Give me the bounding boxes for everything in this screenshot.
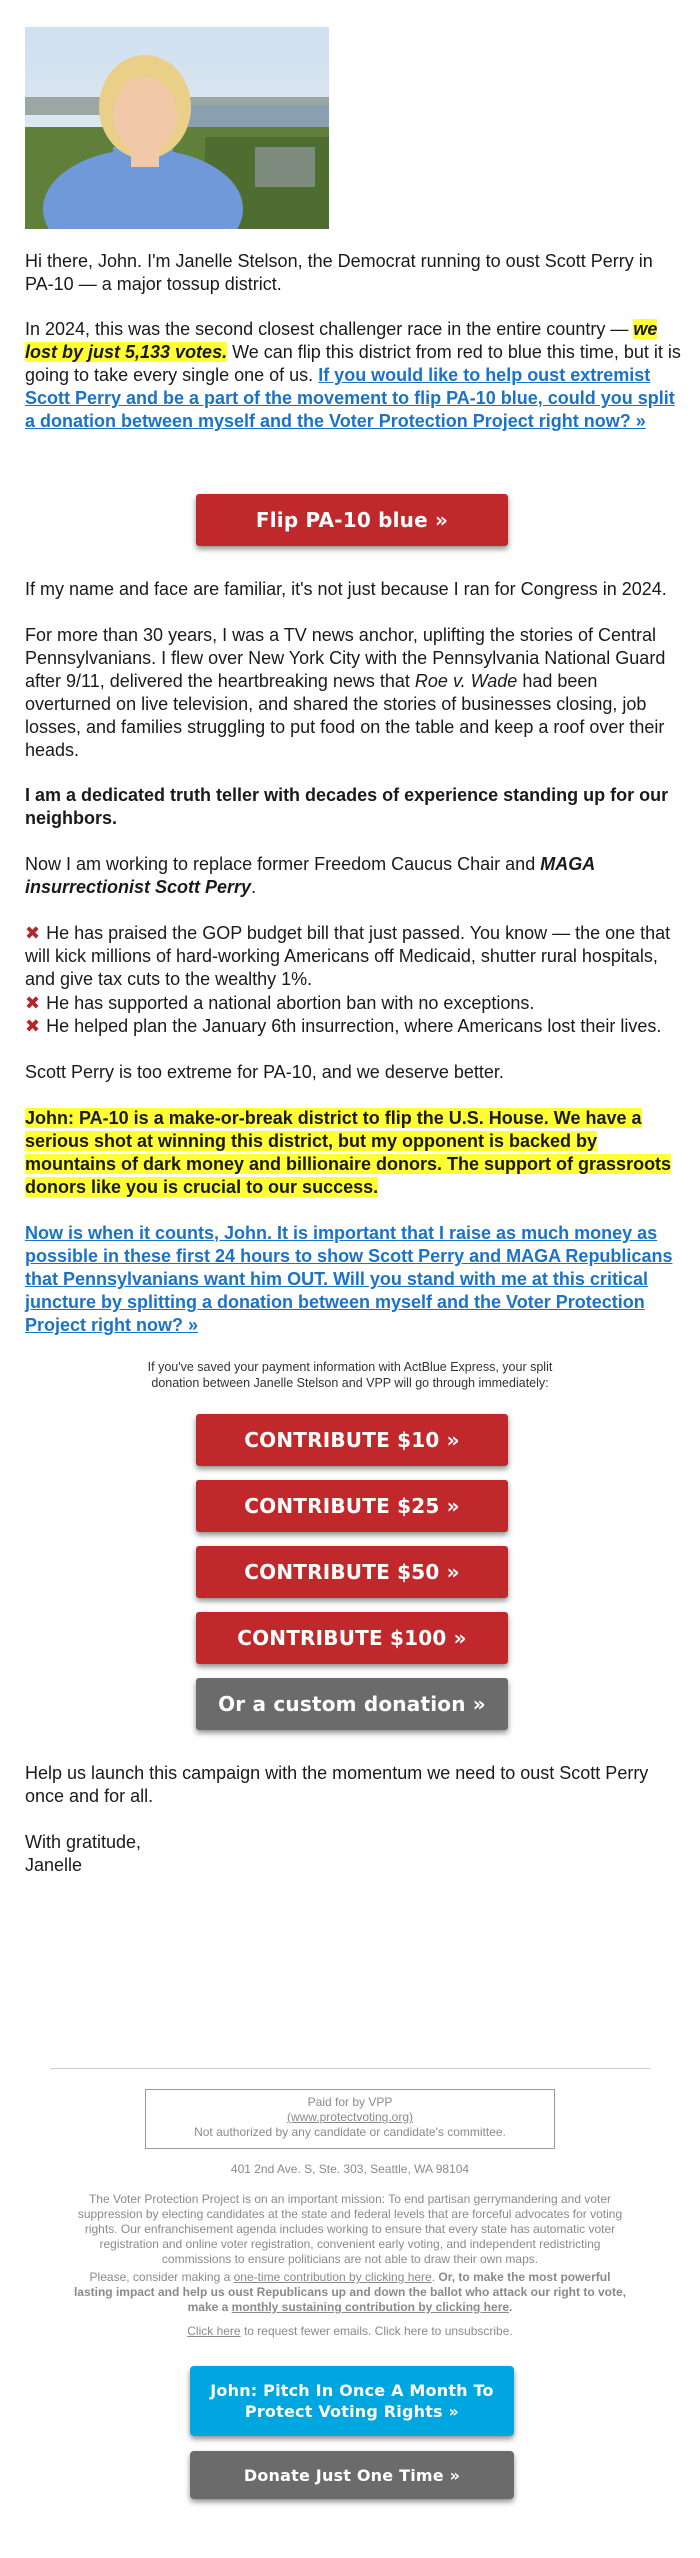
consider-end-text: .: [509, 2300, 513, 2314]
consider-paragraph: [70, 2270, 630, 2315]
candidate-photo: [25, 27, 329, 229]
actblue-express-note: If you've saved your payment information with ActBlue Express, your split donation between Janelle Stelson and VPP will go through immediately:: [147, 1360, 553, 1390]
bullet-text: He has praised the GOP budget bill that just passed. You know — the one that will kick millions of hard-working Americans off Medicaid, shutter rural hospitals, and give tax cuts to the wealthy 1%.: [25, 923, 671, 989]
address-text: 401 2nd Ave. S, Ste. 303, Seattle, WA 98104: [230, 2162, 470, 2176]
red-x-icon: ✖: [25, 1016, 41, 1037]
custom-donation-button[interactable]: Or a custom donation »: [196, 1678, 508, 1730]
consider-text-b: .: [431, 2270, 439, 2284]
replace-paragraph: [25, 853, 685, 899]
not-authorized-text: Not authorized by any candidate or candidate's committee.: [194, 2125, 506, 2139]
split-donation-link[interactable]: If you would like to help oust extremist Scott Perry and be a part of the movement to flip PA-10 blue, could you split a donation between myself and the Voter Protection Project right now? »: [25, 365, 675, 431]
consider-bold-text: Or, to make the most powerful lasting impact and help us oust Republicans up and down the ballot who attack our right to vote, make a: [73, 2270, 627, 2314]
anchor-text-a: For more than 30 years, I was a TV news anchor, uplifting the stories of Central Pennsylvanians. I flew over New York City with the Pennsylvania National Guard after 9/11, delivered the heartbreaking news that: [25, 625, 666, 691]
contribute-25-button[interactable]: CONTRIBUTE $25 »: [196, 1480, 508, 1532]
red-x-icon: ✖: [25, 923, 41, 944]
bullet-item: [25, 992, 685, 1015]
closing-text: With gratitude,: [25, 1832, 142, 1852]
monthly-donation-button[interactable]: John: Pitch In Once A Month To Protect Voting Rights »: [190, 2366, 514, 2436]
contribute-10-button[interactable]: CONTRIBUTE $10 »: [196, 1414, 508, 1466]
contribute-100-button[interactable]: CONTRIBUTE $100 »: [196, 1612, 508, 1664]
truth-teller-paragraph: I am a dedicated truth teller with decades of experience standing up for our neighbors.: [25, 785, 669, 828]
fewer-emails-paragraph: [70, 2324, 630, 2339]
fewer-emails-text: to request fewer emails. Click here to unsubscribe.: [240, 2324, 513, 2338]
too-extreme-paragraph: Scott Perry is too extreme for PA-10, and we deserve better.: [25, 1062, 504, 1082]
paid-for-text: Paid for by VPP: [307, 2095, 393, 2109]
footer-divider: [50, 2068, 650, 2069]
race-mid-text: We can flip this district from red to blue this time, but it is going to take every single one of us.: [25, 342, 681, 385]
bullet-item: [25, 922, 685, 991]
bullet-text: He has supported a national abortion ban with no exceptions.: [46, 993, 535, 1013]
roe-v-wade-text: Roe v. Wade: [414, 671, 518, 691]
one-time-contribution-link[interactable]: one-time contribution by clicking here: [233, 2270, 432, 2284]
red-x-icon: ✖: [25, 993, 41, 1014]
replace-text-b: .: [251, 877, 257, 897]
make-or-break-highlight: John: PA-10 is a make-or-break district to flip the U.S. House. We have a serious shot at winning this district, but my opponent is backed by mountains of dark money and billionaire donors. The support of grassroots donors like you is crucial to our success.: [25, 1108, 672, 1197]
maga-perry-text: MAGA insurrectionist Scott Perry: [25, 854, 595, 897]
votes-highlight: we lost by just 5,133 votes.: [25, 319, 658, 362]
anchor-text-b: had been overturned on live television, and shared the stories of businesses closing, job losses, and families struggling to put food on the table and keep a roof over their heads.: [25, 671, 665, 760]
vpp-website-link[interactable]: (www.protectvoting.org): [286, 2110, 414, 2124]
one-time-donation-button[interactable]: Donate Just One Time »: [190, 2451, 514, 2499]
anchor-paragraph: [25, 624, 685, 762]
familiar-paragraph: If my name and face are familiar, it's not just because I ran for Congress in 2024.: [25, 579, 667, 599]
race-lead-text: In 2024, this was the second closest challenger race in the entire country —: [25, 319, 634, 339]
race-paragraph: [25, 318, 685, 433]
intro-paragraph: Hi there, John. I'm Janelle Stelson, the Democrat running to oust Scott Perry in PA-10 — a major tossup district.: [25, 251, 653, 294]
now-counts-paragraph: [25, 1222, 685, 1337]
flip-pa10-button[interactable]: Flip PA-10 blue »: [196, 494, 508, 546]
now-counts-link[interactable]: Now is when it counts, John. It is important that I raise as much money as possible in these first 24 hours to show Scott Perry and MAGA Republicans that Pennsylvanians want him OUT. Will you stand with me at this critical juncture by splitting a donation between myself and the Voter Protection Project right now? »: [25, 1223, 673, 1335]
signature-text: Janelle: [25, 1855, 83, 1875]
launch-paragraph: Help us launch this campaign with the momentum we need to oust Scott Perry once and for all.: [25, 1763, 649, 1806]
make-or-break-paragraph: [25, 1107, 685, 1199]
paid-for-box: [145, 2089, 555, 2149]
fewer-emails-link[interactable]: Click here: [187, 2324, 241, 2338]
monthly-contribution-link[interactable]: monthly sustaining contribution by clicking here: [231, 2300, 510, 2314]
candidate-photo-illustration: [25, 27, 329, 229]
bullet-item: [25, 1015, 685, 1038]
mission-text: The Voter Protection Project is on an important mission: To end partisan gerrymandering and voter suppression by electing candidates at the state and federal levels that are forceful advocates for voting rights. Our enfranchisement agenda includes working to ensure that every state has automatic voter registration and online voter registration, convenient early voting, and independent redistricting commissions to ensure politicians are not able to draw their own maps.: [77, 2192, 623, 2266]
bullet-text: He helped plan the January 6th insurrection, where Americans lost their lives.: [46, 1016, 662, 1036]
consider-text-a: Please, consider making a: [89, 2270, 234, 2284]
replace-text-a: Now I am working to replace former Freedom Caucus Chair and: [25, 854, 541, 874]
contribute-50-button[interactable]: CONTRIBUTE $50 »: [196, 1546, 508, 1598]
